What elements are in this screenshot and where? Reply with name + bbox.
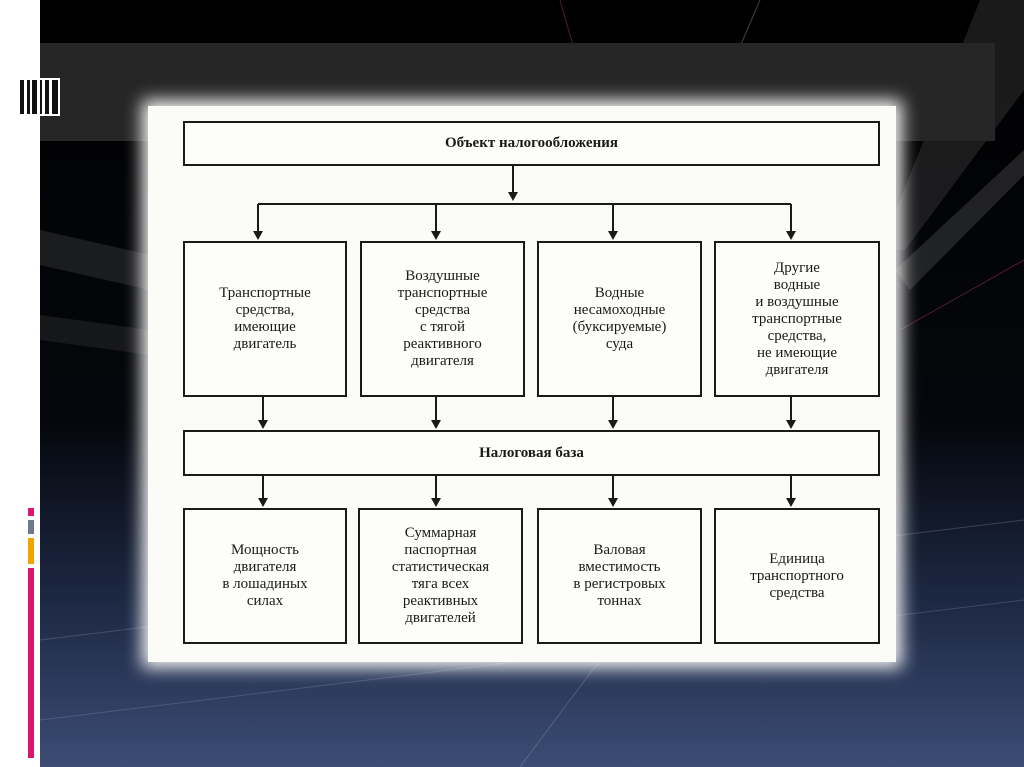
- base-box-vehicle-unit: [714, 508, 880, 644]
- object-label: Другие водные и воздушные транспортные средства, не имеющие двигателя: [752, 259, 842, 378]
- base-label: Мощность двигателя в лошадиных силах: [222, 542, 308, 609]
- barcode-logo-icon: [18, 78, 60, 116]
- object-header-label: Объект налогообложения: [445, 135, 618, 151]
- object-label: Транспортные средства, имеющие двигатель: [219, 285, 311, 352]
- base-box-gross-tonnage: [537, 508, 702, 644]
- object-label: Водные несамоходные (буксируемые) суда: [572, 285, 667, 352]
- object-box-towed-vessels: [537, 241, 702, 397]
- object-box-motor-vehicles: [183, 241, 347, 397]
- base-header-box: [183, 430, 880, 476]
- object-label: Воздушные транспортные средства с тягой реактивного двигателя: [397, 268, 488, 369]
- base-header-label: Налоговая база: [479, 444, 584, 461]
- object-box-jet-aircraft: [360, 241, 525, 397]
- object-header-box: [183, 121, 880, 166]
- base-label: Валовая вместимость в регистровых тоннах: [573, 542, 666, 609]
- base-label: Единица транспортного средства: [750, 550, 844, 601]
- accent-bars: [28, 508, 36, 758]
- base-box-jet-thrust: [358, 508, 523, 644]
- tax-object-diagram: [148, 106, 896, 662]
- base-box-engine-power: [183, 508, 347, 644]
- object-box-other-vehicles: [714, 241, 880, 397]
- base-label: Суммарная паспортная статистическая тяга всех реактивных двигателей: [391, 525, 490, 626]
